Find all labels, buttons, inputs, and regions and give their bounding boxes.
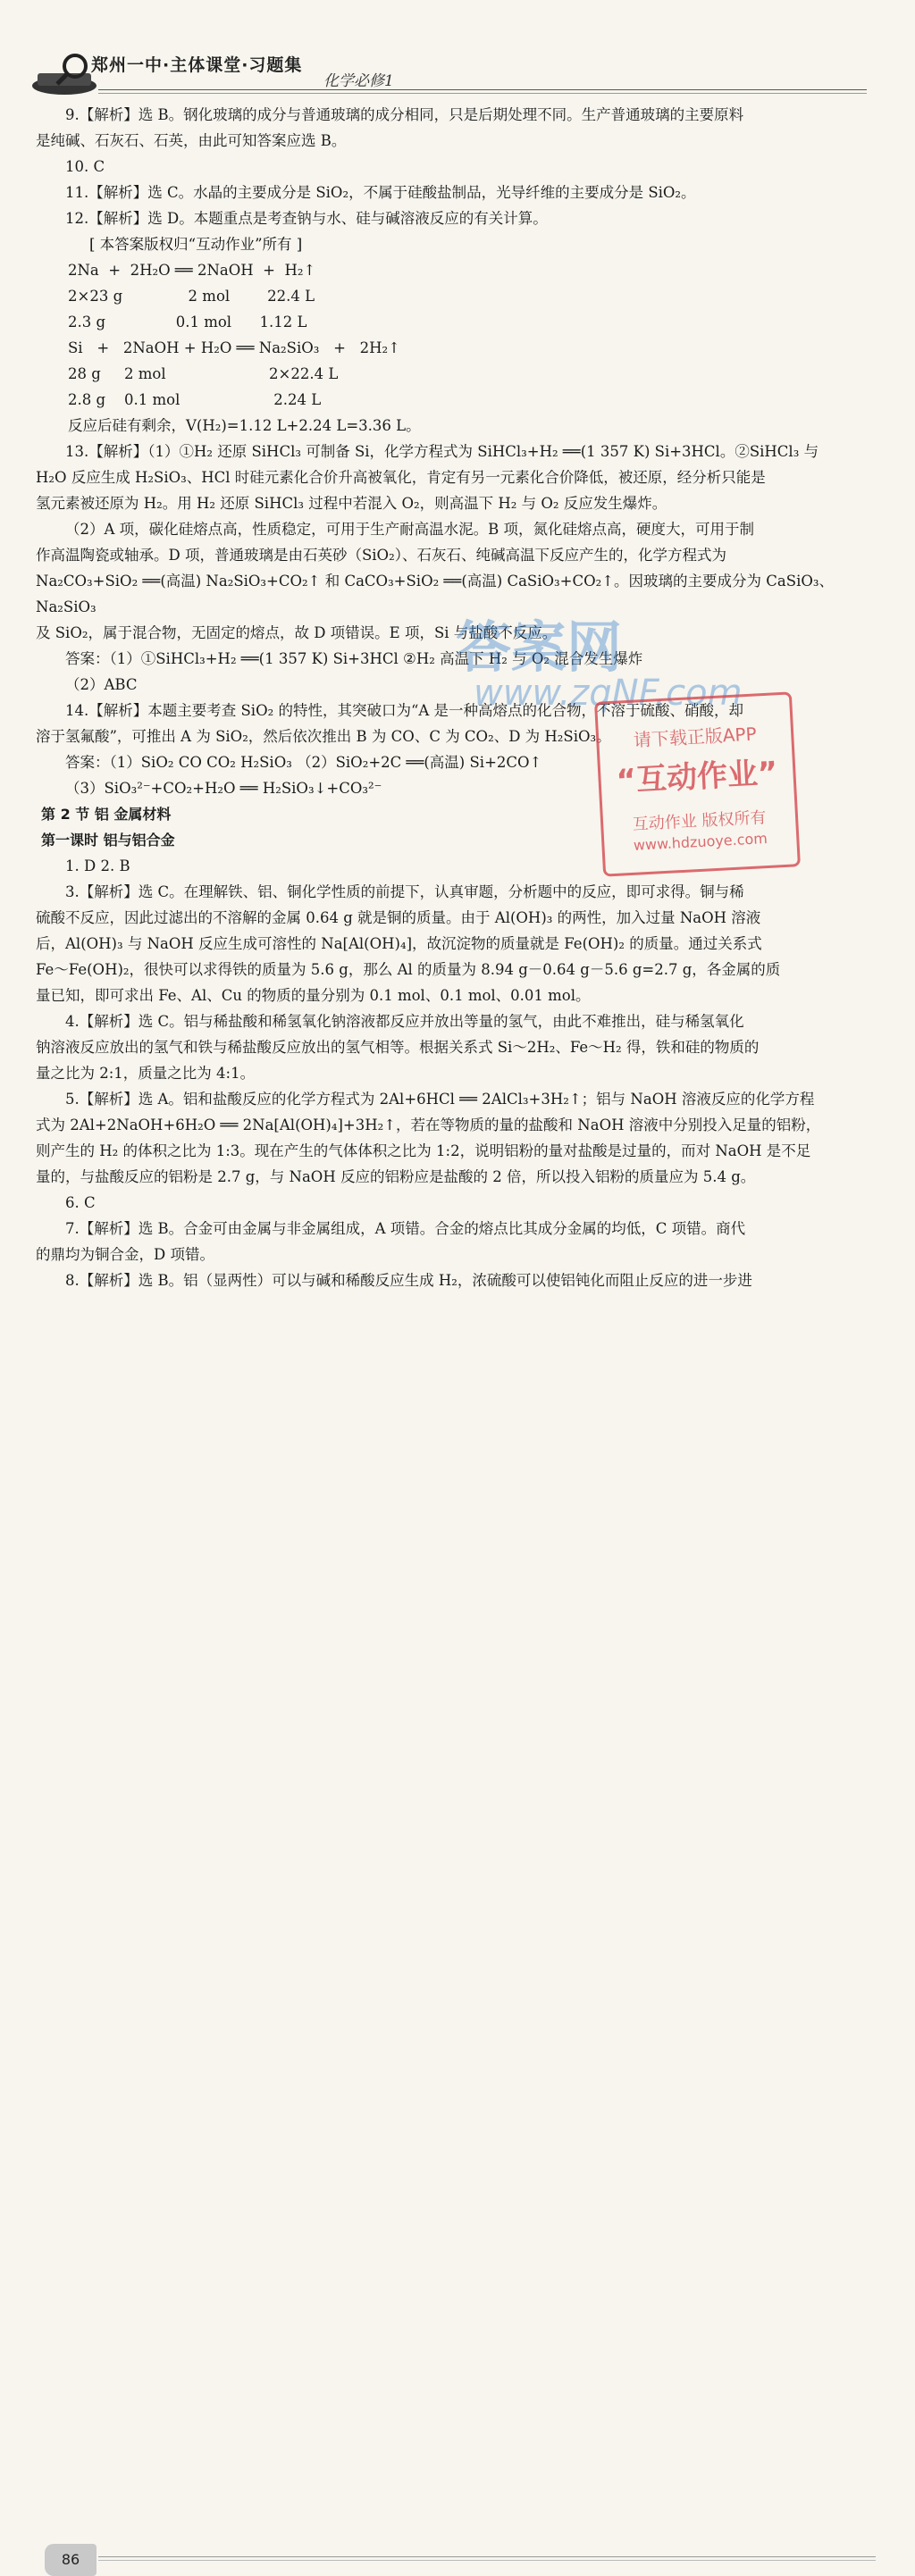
watermark-site-url: www.zqNF.com <box>474 673 743 714</box>
continuation-line: 的鼎均为铜合金，D 项错。 <box>36 1246 214 1263</box>
continuation-line: 氢元素被还原为 H₂。用 H₂ 还原 SiHCl₃ 过程中若混入 O₂，则高温下 H₂ 与 O₂ 反应发生爆炸。 <box>36 495 667 512</box>
continuation-line: 量已知，即可求出 Fe、Al、Cu 的物质的量分别为 0.1 mol、0.1 mol、0.01 mol。 <box>36 987 591 1004</box>
continuation-line: 式为 2Al+2NaOH+6H₂O ══ 2Na[Al(OH)₄]+3H₂↑，若在等物质的量的盐酸和 NaOH 溶液中分别投入足量的铝粉， <box>36 1117 821 1133</box>
header-rule <box>98 89 867 90</box>
stamp-line: “互动作业” <box>615 755 779 799</box>
paragraph-line: 3.【解析】选 C。在理解铁、铝、铜化学性质的前提下，认真审题，分析题中的反应，即可求得。铜与稀 <box>65 883 744 900</box>
header-rule <box>98 93 867 94</box>
paragraph-line: 答案：（1）①SiHCl₃+H₂ ══(1 357 K) Si+3HCl ②H₂ 高温下 H₂ 与 O₂ 混合发生爆炸 <box>65 650 643 667</box>
paragraph-line: 8.【解析】选 B。铝（显两性）可以与碱和稀酸反应生成 H₂，浓硫酸可以使铝钝化而阻止反应的进一步进 <box>65 1272 752 1289</box>
equation-line: 反应后硅有剩余，V(H₂)=1.12 L+2.24 L=3.36 L。 <box>68 417 421 434</box>
continuation-line: 量之比为 2:1，质量之比为 4:1。 <box>36 1065 256 1082</box>
copyright-stamp <box>594 691 801 876</box>
continuation-line: 则产生的 H₂ 的体积之比为 1:3。现在产生的气体体积之比为 1:2，说明铝粉的量对盐酸是过量的，而对 NaOH 是不足 <box>36 1142 811 1159</box>
series-title: 郑州一中·主体课堂·习题集 <box>91 55 303 75</box>
page-number: 86 <box>45 2544 97 2576</box>
equation-line: 2×23 g 2 mol 22.4 L <box>68 288 315 305</box>
continuation-line: 量的，与盐酸反应的铝粉是 2.7 g，与 NaOH 反应的铝粉应是盐酸的 2 倍，所以投入铝粉的质量应为 5.4 g。 <box>36 1168 756 1185</box>
paragraph-line: 11.【解析】选 C。水晶的主要成分是 SiO₂，不属于硅酸盐制品，光导纤维的主要成分是 SiO₂。 <box>65 184 696 201</box>
footer-rule <box>98 2560 876 2561</box>
paragraph-line: 4.【解析】选 C。铝与稀盐酸和稀氢氧化钠溶液都反应并放出等量的氢气，由此不难推出，硅与稀氢氧化 <box>65 1013 744 1030</box>
paragraph-line: 5.【解析】选 A。铝和盐酸反应的化学方程式为 2Al+6HCl ══ 2AlCl₃+3H₂↑；铝与 NaOH 溶液反应的化学方程 <box>65 1091 815 1108</box>
continuation-line: Na₂CO₃+SiO₂ ══(高温) Na₂SiO₃+CO₂↑ 和 CaCO₃+SiO₂ ══(高温) CaSiO₃+CO₂↑。因玻璃的主要成分为 CaSiO₃、Na₂SiO₃ <box>36 573 834 615</box>
page-header <box>0 0 915 98</box>
watermark-site-name: 答案网 <box>456 615 623 680</box>
continuation-line: Fe～Fe(OH)₂，很快可以求得铁的质量为 5.6 g，那么 Al 的质量为 8.94 g－0.64 g－5.6 g=2.7 g，各金属的质 <box>36 961 781 978</box>
paragraph-line: 答案：（1）SiO₂ CO CO₂ H₂SiO₃ （2）SiO₂+2C ══(高温) Si+2CO↑ <box>65 754 542 771</box>
continuation-line: 作高温陶瓷或轴承。D 项，普通玻璃是由石英砂（SiO₂）、石灰石、纯碱高温下反应产生的，化学方程式为 <box>36 547 726 564</box>
paragraph-line: 6. C <box>65 1194 96 1211</box>
continuation-line: 后，Al(OH)₃ 与 NaOH 反应生成可溶性的 Na[Al(OH)₄]，故沉淀物的质量就是 Fe(OH)₂ 的质量。通过关系式 <box>36 935 762 952</box>
page-footer <box>0 1268 915 2568</box>
equation-line: 2.3 g 0.1 mol 1.12 L <box>68 314 307 330</box>
paragraph-line: 1. D 2. B <box>65 857 130 874</box>
paragraph-line: 9.【解析】选 B。钢化玻璃的成分与普通玻璃的成分相同，只是后期处理不同。生产普通玻璃的主要原料 <box>65 106 744 123</box>
stamp-line: 请下载正版APP <box>633 723 758 751</box>
footer-rule <box>98 2556 876 2557</box>
stamp-line: 互动作业 版权所有 <box>632 808 767 834</box>
continuation-line: 是纯碱、石灰石、石英，由此可知答案应选 B。 <box>36 132 347 149</box>
equation-line: 2Na + 2H₂O ══ 2NaOH + H₂↑ <box>68 262 316 279</box>
section-heading: 第一课时 铝与铝合金 <box>41 832 175 849</box>
subject-title: 化学必修1 <box>323 72 394 90</box>
continuation-line: 钠溶液反应放出的氢气和铁与稀盐酸反应放出的氢气相等。根据关系式 Si～2H₂、Fe～H₂ 得，铁和硅的物质的 <box>36 1039 760 1056</box>
paragraph-line: 13.【解析】（1）①H₂ 还原 SiHCl₃ 可制备 Si，化学方程式为 SiHCl₃+H₂ ══(1 357 K) Si+3HCl。②SiHCl₃ 与 <box>65 443 819 460</box>
paragraph-line: （2）ABC <box>65 676 138 693</box>
continuation-line: H₂O 反应生成 H₂SiO₃、HCl 时硅元素化合价升高被氧化，肯定有另一元素化合价降低，被还原，经分析只能是 <box>36 469 766 486</box>
paragraph-line: 14.【解析】本题主要考查 SiO₂ 的特性，其突破口为“A 是一种高熔点的化合物，不溶于硫酸、硝酸，却 <box>65 702 744 719</box>
paragraph-line: 12.【解析】选 D。本题重点是考查钠与水、硅与碱溶液反应的有关计算。 <box>65 210 548 227</box>
paragraph-line: 10. C <box>65 158 105 175</box>
copyright-note: [ 本答案版权归“互动作业”所有 ] <box>89 236 303 253</box>
stamp-line: www.hdzuoye.com <box>633 829 768 854</box>
paragraph-line: （3）SiO₃²⁻+CO₂+H₂O ══ H₂SiO₃↓+CO₃²⁻ <box>65 780 382 797</box>
section-heading: 第 2 节 铝 金属材料 <box>41 806 172 823</box>
continuation-line: 硫酸不反应，因此过滤出的不溶解的金属 0.64 g 就是铜的质量。由于 Al(OH)₃ 的两性，加入过量 NaOH 溶液 <box>36 909 761 926</box>
equation-line: 28 g 2 mol 2×22.4 L <box>68 365 339 382</box>
paragraph-line: （2）A 项，碳化硅熔点高，性质稳定，可用于生产耐高温水泥。B 项，氮化硅熔点高，硬度大，可用于制 <box>65 521 755 538</box>
continuation-line: 及 SiO₂，属于混合物，无固定的熔点，故 D 项错误。E 项，Si 与盐酸不反应。 <box>36 624 558 641</box>
paragraph-line: 7.【解析】选 B。合金可由金属与非金属组成，A 项错。合金的熔点比其成分金属的均低，C 项错。商代 <box>65 1220 746 1237</box>
continuation-line: 溶于氢氟酸”，可推出 A 为 SiO₂，然后依次推出 B 为 CO、C 为 CO₂、D 为 H₂SiO₃。 <box>36 728 611 745</box>
equation-line: 2.8 g 0.1 mol 2.24 L <box>68 391 322 408</box>
equation-line: Si + 2NaOH + H₂O ══ Na₂SiO₃ + 2H₂↑ <box>68 339 400 356</box>
